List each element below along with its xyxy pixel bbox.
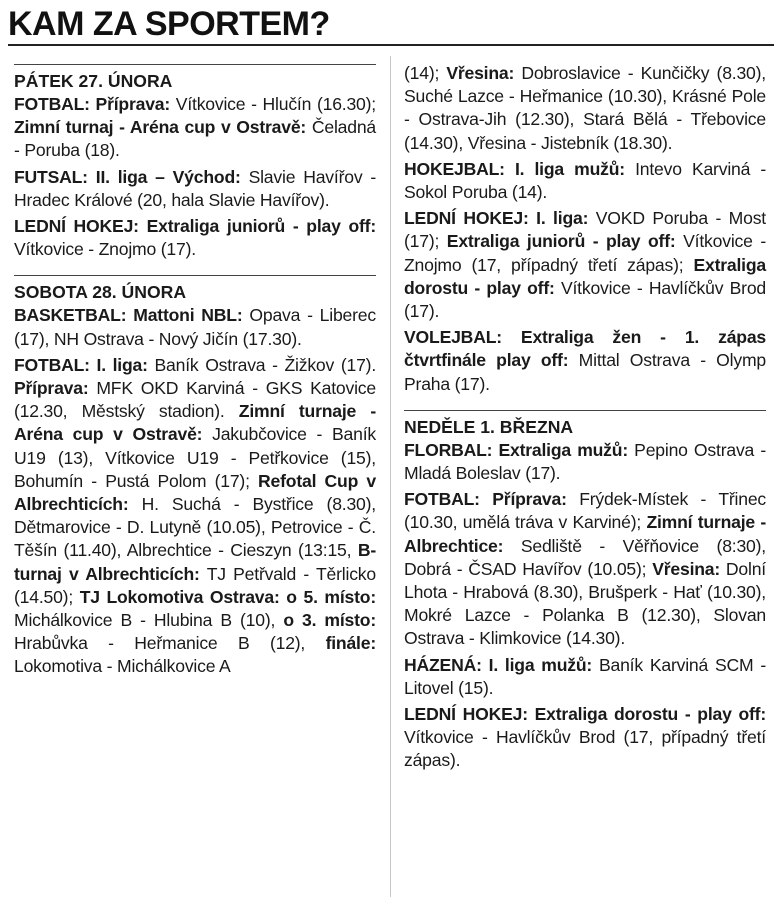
listing-label: Zimní turnaje - Aréna cup v Ostravě:: [14, 401, 376, 445]
listing-label: Refotal Cup v Albrechticích:: [14, 470, 376, 515]
listing-label: B-turnaj v Albrechticích:: [14, 540, 376, 584]
listing-text: Vítkovice - Hlučín (16.30);: [170, 94, 376, 114]
listing-text: Michálkovice B - Hlubina B (10),: [14, 610, 284, 631]
listing-entry: [404, 703, 766, 773]
listing-text: Baník Ostrava - Žižkov (17).: [147, 354, 377, 375]
page-title: KAM ZA SPORTEM?: [8, 5, 330, 43]
listing-label: Zimní turnaj - Aréna cup v Ostravě:: [14, 117, 307, 138]
listing-label: FUTSAL: II. liga – Východ:: [14, 166, 241, 187]
day-heading-patek-27-unora: PÁTEK 27. ÚNORA: [14, 64, 376, 93]
listing-label: BASKETBAL: Mattoni NBL:: [14, 305, 243, 326]
listing-label: Extraliga dorostu - play off:: [404, 254, 766, 298]
listing-text: Slavie Havířov - Hradec Králové (20, hala Slavie Havířov).: [14, 166, 376, 210]
listing-label: HÁZENÁ: I. liga mužů:: [404, 654, 593, 675]
listing-label: HOKEJBAL: I. liga mužů:: [404, 158, 625, 179]
listing-text: MFK OKD Karviná - GKS Katovice (12.30, Městský stadion).: [14, 378, 376, 422]
listing-label: LEDNÍ HOKEJ: Extraliga juniorů - play off:: [14, 216, 376, 237]
listing-text: Vítkovice - Znojmo (17).: [14, 239, 196, 260]
day-heading-sobota-28-unora: SOBOTA 28. ÚNORA: [14, 275, 376, 304]
listing-label: LEDNÍ HOKEJ: Extraliga dorostu - play off:: [404, 704, 766, 725]
listing-text: TJ Petřvald - Těrlicko (14.50);: [14, 563, 376, 607]
day-heading-nedele-1-brezna: NEDĚLE 1. BŘEZNA: [404, 410, 766, 439]
listing-entry: [404, 207, 766, 323]
listing-label: Vřesina:: [446, 63, 515, 83]
listing-text: Vítkovice - Havlíčkův Brod (17, případný třetí zápas).: [404, 727, 766, 771]
listing-label: FLORBAL: Extraliga mužů:: [404, 439, 628, 460]
listing-entry: [14, 304, 376, 350]
listing-label: VOLEJBAL: Extraliga žen - 1. zápas čtvrtfinále play off:: [404, 327, 766, 371]
left-column: [14, 60, 376, 901]
listing-label: TJ Lokomotiva Ostrava: o 5. místo:: [79, 586, 376, 607]
listing-text: Vítkovice - Znojmo (17, případný třetí zápas);: [404, 231, 766, 275]
listing-text: VOKD Poruba - Most (17);: [404, 208, 766, 252]
right-column: [404, 62, 766, 901]
listing-entry: [14, 215, 376, 261]
listing-label: LEDNÍ HOKEJ: I. liga:: [404, 208, 589, 229]
listing-label: FOTBAL: I. liga:: [14, 354, 148, 375]
listing-text: (14);: [404, 63, 447, 83]
listing-label: o 3. místo:: [283, 610, 376, 631]
listing-entry: [14, 354, 376, 679]
listing-entry: [404, 488, 766, 650]
listing-entry: [404, 158, 766, 204]
listing-text: Dolní Lhota - Hrabová (8.30), Brušperk - Hať (10.30), Mokré Lazce - Polanka B (12.30), Slovan Ostrava - Klimkovice (14.30).: [404, 558, 766, 649]
listing-text: Vítkovice - Havlíčkův Brod (17).: [404, 277, 766, 322]
listing-text: Opava - Liberec (17), NH Ostrava - Nový Jičín (17.30).: [14, 305, 376, 349]
headline-bar: [8, 4, 774, 46]
listing-entry: [14, 93, 376, 163]
listing-label: Vřesina:: [652, 558, 721, 579]
listing-label: FOTBAL: Příprava:: [14, 94, 171, 114]
column-divider: [390, 56, 391, 897]
listing-text: Hrabůvka - Heřmanice B (12),: [14, 633, 326, 654]
listing-entry: [404, 62, 766, 155]
listing-text: Intevo Karviná - Sokol Poruba (14).: [404, 158, 766, 203]
listing-text: Čeladná - Poruba (18).: [14, 117, 376, 161]
listing-label: Zimní turnaje - Albrechtice:: [404, 512, 766, 556]
listing-entry: [404, 326, 766, 396]
listing-entry: [404, 439, 766, 485]
listing-text: Mittal Ostrava - Olymp Praha (17).: [404, 350, 766, 394]
listing-text: Frýdek-Místek - Třinec (10.30, umělá tráva v Karviné);: [404, 489, 766, 533]
listing-text: Sedliště - Věřňovice (8:30), Dobrá - ČSAD Havířov (10.05);: [404, 535, 766, 579]
listing-label: finále:: [325, 633, 376, 654]
listing-text: Baník Karviná SCM - Litovel (15).: [404, 654, 766, 698]
listing-label: FOTBAL: Příprava:: [404, 489, 567, 510]
listing-text: Dobroslavice - Kunčičky (8.30), Suché Lazce - Heřmanice (10.30), Krásné Pole - Ostrava-Jih (12.30), Stará Bělá - Třebovice (14.30), Vřesina - Jistebník (18.30).: [404, 63, 766, 153]
listing-entry: [404, 654, 766, 700]
listing-label: Extraliga juniorů - play off:: [446, 231, 676, 252]
listing-text: Lokomotiva - Michálkovice A: [14, 656, 231, 677]
listing-text: H. Suchá - Bystřice (8.30), Dětmarovice - D. Lutyně (10.05), Petrovice - Č. Těšín (11.40), Albrechtice - Cieszyn (13:15,: [14, 494, 376, 561]
listing-entry: [14, 166, 376, 212]
listing-text: Pepino Ostrava - Mladá Boleslav (17).: [404, 439, 766, 484]
listing-label: Příprava:: [14, 378, 89, 399]
listing-text: Jakubčovice - Baník U19 (13), Vítkovice U19 - Petřkovice (15), Bohumín - Pustá Polom (17);: [14, 424, 376, 491]
